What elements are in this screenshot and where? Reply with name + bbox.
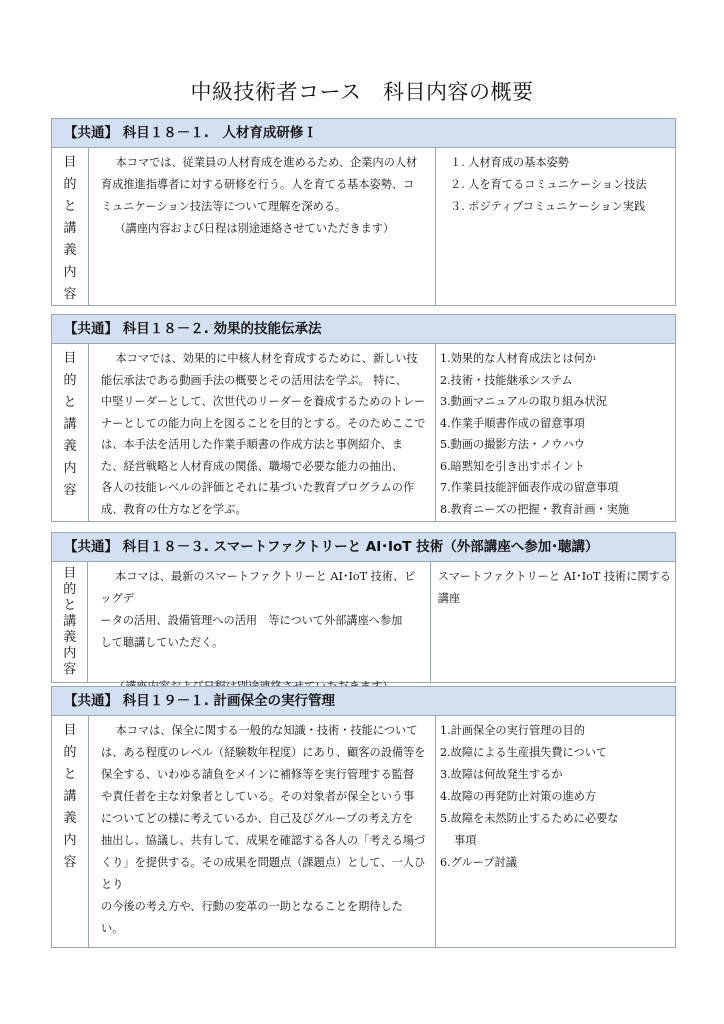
page-title: 中級技術者コース 科目内容の概要 [190,80,534,104]
list-item: ３. ポジティブコミュニケーション実践 [450,200,646,213]
purpose-label [52,344,89,521]
label-char: 義 [63,439,77,454]
label-char: 容 [63,662,77,677]
list-item: 8.教育ニーズの把握・教育計画・実施 [440,502,630,516]
description-line: 成、教育の仕方などを学ぶ。 [101,502,247,516]
section-19-1 [51,686,676,948]
description-line: （講座内容および日程は別途連絡させていただきます） [114,222,395,235]
description-line: の今後の考え方や、行動の変革の一助となることを期待した [101,900,403,913]
section-body [51,562,676,683]
description-line [100,654,423,676]
topic-list [436,716,675,947]
label-char: 目 [63,155,77,170]
section-description [88,562,430,682]
list-item: 6.グループ討議 [440,856,517,869]
section-body [51,716,676,948]
purpose-label [52,562,88,682]
section-description [89,716,436,947]
list-item: 事項 [454,834,477,847]
list-item: 7.作業員技能評価表作成の留意事項 [440,481,619,494]
label-char: 内 [63,833,77,848]
description-line: ナーとしての能力向上を図ることを目的とする。そのためここで [101,416,426,430]
label-char: 義 [63,630,77,645]
description-line: 本コマは、保全に関する一般的な知識・技術・技能について [115,724,418,737]
label-char: 目 [63,351,77,366]
label-char: 容 [63,855,77,870]
topic-list [436,148,675,305]
list-item: 講座 [437,592,461,605]
description-line: についてどの様に考えているか、自己及びグループの考え方を [101,812,414,825]
section-body [51,148,676,306]
label-char: 目 [63,566,77,581]
description-line: ータの活用、設備管理への活用 等について外部講座へ参加 [100,614,403,627]
label-char: 義 [63,243,77,258]
list-item: 5.故障を未然防止するために必要な [440,812,619,825]
label-char: 容 [63,287,77,302]
list-item: 4.作業手順書作成の留意事項 [440,416,585,430]
label-char: 内 [63,265,77,280]
description-line: くり」を提供する。その成果を問題点（課題点）として、一人ひとり [101,856,426,891]
list-item: ２. 人を育てるコミュニケーション技法 [450,178,647,191]
section-heading: 【共通】 科目１８－３. スマートファクトリーと AI･IoT 技術（外部講座へ参加･聴講） [51,532,676,562]
description-line: 保全する、いわゆる請負をメインに補修等を実行管理する監督 [101,768,415,781]
label-char: 講 [63,221,77,236]
label-char: 講 [63,614,77,629]
section-body [51,344,676,522]
description-line: 本コマでは、効果的に中核人材を育成するために、新しい技 [115,352,418,365]
description-line: ミュニケーション技法等について理解を深める。 [101,200,347,213]
list-item: 6.暗黙知を引き出すポイント [440,459,585,473]
topic-list [431,562,675,682]
section-18-3 [51,532,676,683]
list-item: 2.故障による生産損失費について [440,746,608,759]
description-line: は、ある程度のレベル（経験数年程度）にあり、顧客の設備等を [101,746,426,759]
section-description [89,148,436,305]
label-char: 的 [63,582,77,597]
section-heading: 【共通】 科目１８－２. 効果的技能伝承法 [51,314,676,344]
label-char: 的 [63,373,77,388]
list-item: 1.効果的な人材育成法とは何か [440,352,597,365]
description-line: 中堅リーダーとして、次世代のリーダーを養成するためのトレー [101,395,426,408]
section-heading: 【共通】 科目１８－１. 人材育成研修Ｉ [51,118,676,148]
list-item: 3.故障は何故発生するか [440,768,563,781]
section-18-2 [51,314,676,522]
description-line: 本コマでは、従業員の人材育成を進めるため、企業内の人材 [115,156,418,169]
list-item: 5.動画の撮影方法・ノウハウ [440,438,585,451]
list-item: 3.動画マニュアルの取り組み状況 [440,395,607,408]
description-line: 能伝承法である動画手法の概要とその活用法を学ぶ。 特に、 [101,373,407,387]
purpose-label [52,148,89,305]
section-heading: 【共通】 科目１９－１. 計画保全の実行管理 [51,686,676,716]
label-char: 的 [63,177,77,192]
list-item: スマートファクトリーと AI･IoT 技術に関する [437,570,671,583]
label-char: 内 [63,461,77,476]
description-line: して聴講していただく。 [100,636,224,649]
label-char: 的 [63,745,77,760]
description-line: や責任者を主な対象者としている。その対象者が保全という事 [101,790,415,803]
label-char: と [63,598,77,613]
purpose-label [52,716,89,947]
description-line: 育成推進指導者に対する研修を行う。人を育てる基本姿勢、コ [101,178,415,191]
label-char: と [63,767,77,782]
description-line: 抽出し、協議し、共有して、成果を確認する各人の「考える場づ [101,834,426,847]
label-char: 内 [63,646,77,661]
label-char: 講 [63,789,77,804]
label-char: 目 [63,723,77,738]
list-item: 2.技術・技能継承システム [440,373,573,387]
section-description [89,344,436,521]
topic-list [436,344,675,521]
description-line: 本コマは、最新のスマートファクトリーと AI･IoT 技術、ビッグデ [100,570,416,605]
list-item: 4.故障の再発防止対策の進め方 [440,790,597,803]
label-char: と [63,199,77,214]
description-line: は、本手法を活用した作業手順書の作成方法と事例紹介、ま [101,438,404,451]
description-line: い。 [101,922,124,935]
label-char: 講 [63,417,77,432]
list-item: 1.計画保全の実行管理の目的 [440,724,585,737]
description-line: 各人の技能レベルの評価とそれに基づいた教育プログラムの作 [101,481,415,494]
label-char: と [63,395,77,410]
list-item: １. 人材育成の基本姿勢 [450,156,569,169]
label-char: 義 [63,811,77,826]
description-line: た、経営戦略と人材育成の関係、職場で必要な能力の抽出、 [101,459,404,473]
label-char: 容 [63,483,77,498]
section-18-1 [51,118,676,306]
